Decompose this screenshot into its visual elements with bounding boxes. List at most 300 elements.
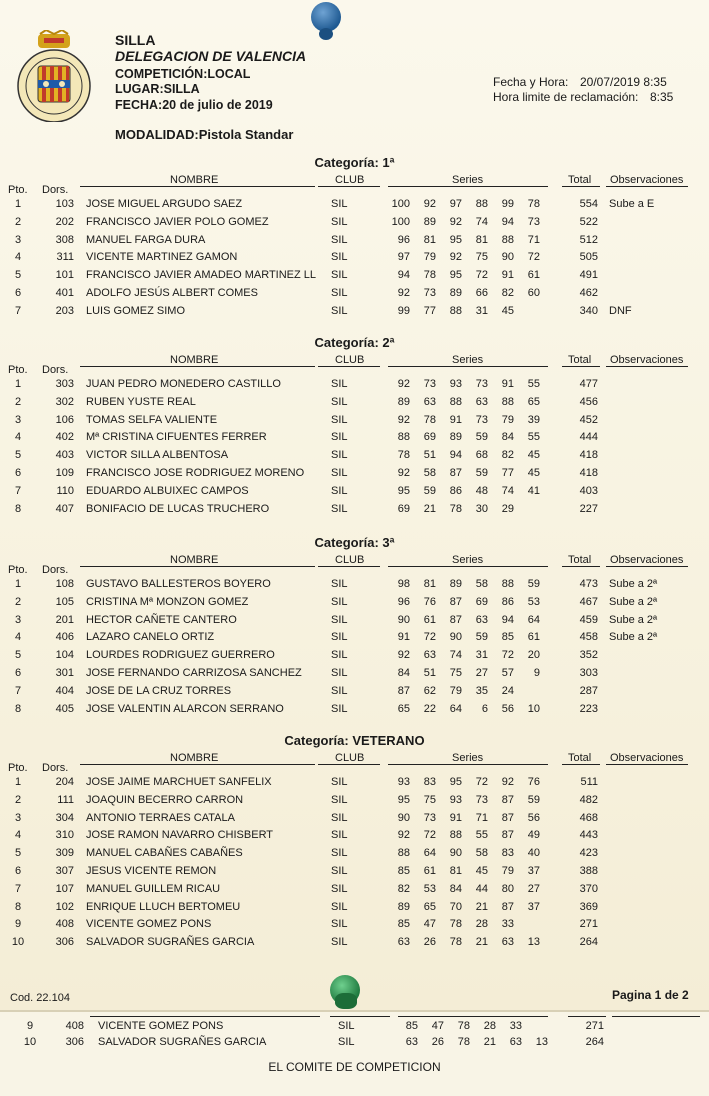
cell-dors: 201 <box>55 613 74 626</box>
cell-series-2: 64 <box>423 847 436 860</box>
cell-total: 388 <box>579 865 598 877</box>
cell-series-5: 45 <box>501 304 514 317</box>
cell-series-2: 72 <box>423 631 436 644</box>
cell-name: MANUEL GUILLEM RICAU <box>86 882 221 895</box>
cell-series-3: 78 <box>457 1036 470 1048</box>
cell-club: SIL <box>331 776 348 788</box>
header-rule <box>80 566 315 567</box>
cell-series-1: 91 <box>397 631 410 644</box>
table-row <box>0 794 709 812</box>
cell-series-4: 63 <box>475 613 488 626</box>
cell-pto: 2 <box>14 395 22 408</box>
cell-total: 473 <box>579 578 598 590</box>
cell-series-5: 94 <box>501 215 514 228</box>
cell-series-1: 96 <box>397 233 410 246</box>
cell-club: SIL <box>331 684 348 697</box>
col-header-club: CLUB <box>335 354 365 366</box>
header-rule <box>562 366 600 367</box>
cell-dors: 107 <box>55 882 74 895</box>
cell-total: 477 <box>579 378 598 390</box>
cell-dors: 108 <box>55 578 74 590</box>
cell-total: 462 <box>579 287 598 299</box>
col-header-dors: Dors. <box>42 762 69 774</box>
cell-series-4: 59 <box>475 631 488 644</box>
cell-series-4: 28 <box>483 1020 496 1032</box>
cell-series-4: 6 <box>481 702 488 715</box>
table-row <box>0 578 709 596</box>
cell-name: JOSE RAMON NAVARRO CHISBERT <box>86 829 274 842</box>
table-row <box>0 703 709 721</box>
cell-club: SIL <box>331 467 348 479</box>
cell-series-4: 28 <box>475 918 488 931</box>
date-label: FECHA:20 de julio de 2019 <box>115 98 273 112</box>
cell-series-6: 40 <box>527 847 540 860</box>
cell-series-3: 97 <box>449 198 462 210</box>
cell-dors: 406 <box>55 631 74 644</box>
cell-name: SALVADOR SUGRAÑES GARCIA <box>86 936 255 949</box>
cell-series-6: 61 <box>527 269 540 282</box>
modality-label: MODALIDAD:Pistola Standar <box>115 127 294 142</box>
cell-dors: 110 <box>56 484 74 497</box>
cell-total: 418 <box>579 467 598 479</box>
cell-series-1: 88 <box>397 847 410 860</box>
cell-club: SIL <box>331 936 348 949</box>
cell-series-1: 63 <box>397 936 410 949</box>
cell-series-1: 92 <box>397 287 410 299</box>
cell-dors: 106 <box>55 413 74 426</box>
cell-pto: 3 <box>14 233 22 246</box>
cell-series-1: 65 <box>397 702 410 715</box>
page2-rule-total <box>568 1016 606 1017</box>
table-row <box>0 776 709 794</box>
col-header-pto: Pto. <box>8 564 28 576</box>
cell-name: VICENTE MARTINEZ GAMON <box>86 251 238 264</box>
cell-series-6: 53 <box>527 595 540 608</box>
cell-name: GUSTAVO BALLESTEROS BOYERO <box>86 578 271 590</box>
cell-series-4: 88 <box>475 198 488 210</box>
cell-series-5: 57 <box>501 667 514 679</box>
cell-total: 223 <box>579 702 598 715</box>
cell-series-3: 84 <box>449 882 462 895</box>
header-rule <box>606 186 688 187</box>
cell-pto: 2 <box>14 793 22 806</box>
cell-club: SIL <box>331 829 348 842</box>
cell-total: 467 <box>579 595 598 608</box>
cell-series-4: 58 <box>475 847 488 860</box>
cell-pto: 5 <box>14 847 22 860</box>
table-row <box>0 649 709 667</box>
cell-series-3: 79 <box>449 684 462 697</box>
cell-pto: 4 <box>14 251 22 264</box>
cell-series-2: 81 <box>423 578 436 590</box>
cell-series-5: 84 <box>501 431 514 444</box>
cell-series-6: 27 <box>527 882 540 895</box>
cell-series-6: 78 <box>527 198 540 210</box>
cell-dors: 301 <box>55 667 74 679</box>
cell-series-1: 85 <box>397 865 410 877</box>
cell-series-3: 88 <box>449 304 462 317</box>
cell-club: SIL <box>331 413 348 426</box>
cell-total: 352 <box>579 649 598 662</box>
cell-series-5: 88 <box>501 233 514 246</box>
cell-series-3: 78 <box>449 502 462 515</box>
header-rule <box>388 366 548 367</box>
cell-club: SIL <box>331 287 348 299</box>
cell-series-1: 89 <box>397 900 410 913</box>
cell-series-2: 26 <box>431 1036 444 1048</box>
page-number: Pagina 1 de 2 <box>612 988 689 1002</box>
cell-name: JOSE VALENTIN ALARCON SERRANO <box>86 702 284 715</box>
cell-series-2: 47 <box>431 1020 444 1032</box>
col-header-dors: Dors. <box>42 364 69 376</box>
cell-series-5: 74 <box>501 484 514 497</box>
col-header-series: Series <box>452 174 484 186</box>
cell-name: JOSE FERNANDO CARRIZOSA SANCHEZ <box>86 667 302 679</box>
cell-total: 512 <box>579 233 598 246</box>
cell-series-1: 92 <box>397 378 410 390</box>
cell-series-3: 91 <box>449 811 462 824</box>
cell-series-5: 24 <box>501 684 514 697</box>
cell-name: EDUARDO ALBUIXEC CAMPOS <box>86 484 249 497</box>
cell-series-3: 88 <box>449 395 462 408</box>
cell-series-1: 78 <box>397 449 410 462</box>
cell-series-3: 87 <box>449 595 462 608</box>
cell-total: 264 <box>579 936 598 949</box>
cell-series-6: 20 <box>527 649 540 662</box>
town-title: SILLA <box>115 32 156 48</box>
cell-pto: 4 <box>14 829 22 842</box>
cell-club: SIL <box>331 304 348 317</box>
cell-series-3: 86 <box>449 484 462 497</box>
cell-club: SIL <box>331 502 348 515</box>
cell-total: 271 <box>579 918 598 931</box>
cell-observations: Sube a 2ª <box>609 595 658 608</box>
cell-series-4: 21 <box>475 900 488 913</box>
cell-series-3: 95 <box>449 233 462 246</box>
cell-series-2: 76 <box>423 595 436 608</box>
cell-pto: 6 <box>14 865 22 877</box>
cell-series-2: 79 <box>423 251 436 264</box>
cell-series-2: 63 <box>423 649 436 662</box>
cell-series-6: 61 <box>527 631 540 644</box>
col-header-obs: Observaciones <box>610 174 684 186</box>
cell-pto: 4 <box>14 631 22 644</box>
cell-series-5: 91 <box>501 378 514 390</box>
cell-name: RUBEN YUSTE REAL <box>86 395 196 408</box>
cell-series-5: 87 <box>501 811 514 824</box>
cell-total: 443 <box>579 829 598 842</box>
cell-club: SIL <box>331 631 348 644</box>
cell-pto: 6 <box>14 467 22 479</box>
cell-club: SIL <box>331 918 348 931</box>
category-title: Categoría: 1ª <box>314 155 395 170</box>
cell-series-1: 89 <box>397 395 410 408</box>
col-header-club: CLUB <box>335 174 365 186</box>
cell-series-6: 37 <box>527 865 540 877</box>
cell-name: Mª CRISTINA CIFUENTES FERRER <box>86 431 267 444</box>
cell-series-3: 93 <box>449 793 462 806</box>
cell-name: FRANCISCO JAVIER POLO GOMEZ <box>86 215 269 228</box>
cell-name: ADOLFO JESÚS ALBERT COMES <box>86 287 258 299</box>
cell-dors: 104 <box>55 649 74 662</box>
header-rule <box>388 566 548 567</box>
cell-name: ENRIQUE LLUCH BERTOMEU <box>86 900 241 913</box>
cell-pto: 8 <box>14 502 22 515</box>
cell-series-3: 88 <box>449 829 462 842</box>
table-row <box>0 269 709 287</box>
cell-series-2: 53 <box>423 882 436 895</box>
cell-series-3: 74 <box>449 649 462 662</box>
col-header-total: Total <box>568 354 592 366</box>
green-pushpin-icon <box>330 975 360 1005</box>
cell-series-1: 100 <box>391 198 410 210</box>
cell-series-4: 73 <box>475 378 488 390</box>
cell-dors: 109 <box>55 467 74 479</box>
cell-series-3: 95 <box>449 776 462 788</box>
cell-dors: 405 <box>55 702 74 715</box>
cell-club: SIL <box>331 449 348 462</box>
cell-club: SIL <box>331 865 348 877</box>
table-row <box>0 667 709 685</box>
cell-series-6: 64 <box>527 613 540 626</box>
cell-series-1: 84 <box>397 667 410 679</box>
header-rule <box>80 366 315 367</box>
cell-observations: DNF <box>609 304 632 317</box>
cell-series-1: 92 <box>397 829 410 842</box>
col-header-name: NOMBRE <box>170 752 219 764</box>
cell-series-4: 72 <box>475 269 488 282</box>
cell-name: JESUS VICENTE REMON <box>86 865 217 877</box>
cell-dors: 306 <box>55 936 74 949</box>
cell-series-4: 21 <box>483 1036 496 1048</box>
cell-dors: 101 <box>55 269 74 282</box>
table-row <box>0 485 709 503</box>
col-header-series: Series <box>452 554 484 566</box>
cell-dors: 407 <box>55 502 74 515</box>
table-row <box>0 216 709 234</box>
cell-series-6: 13 <box>527 936 540 949</box>
cell-series-4: 59 <box>475 467 488 479</box>
cell-series-2: 73 <box>423 811 436 824</box>
cell-pto: 2 <box>14 595 22 608</box>
cell-name: FRANCISCO JOSE RODRIGUEZ MORENO <box>86 467 305 479</box>
cell-series-1: 98 <box>397 578 410 590</box>
cell-pto: 1 <box>14 378 22 390</box>
claim-deadline-label: Hora limite de reclamación: <box>493 90 639 104</box>
cell-observations: Sube a 2ª <box>609 578 658 590</box>
cell-series-5: 92 <box>501 776 514 788</box>
cell-series-4: 69 <box>475 595 488 608</box>
cell-club: SIL <box>331 649 348 662</box>
cell-series-5: 85 <box>501 631 514 644</box>
cell-series-4: 48 <box>475 484 488 497</box>
cell-pto: 7 <box>14 684 22 697</box>
cell-series-5: 63 <box>509 1036 522 1048</box>
cell-series-2: 78 <box>423 269 436 282</box>
table-row <box>0 414 709 432</box>
cell-club: SIL <box>338 1036 355 1048</box>
cell-pto: 7 <box>14 484 22 497</box>
col-header-name: NOMBRE <box>170 174 219 186</box>
cell-dors: 408 <box>65 1020 84 1032</box>
cell-series-4: 35 <box>475 684 488 697</box>
table-row <box>0 431 709 449</box>
cell-dors: 309 <box>55 847 74 860</box>
col-header-pto: Pto. <box>8 364 28 376</box>
cell-series-4: 31 <box>475 649 488 662</box>
cell-series-5: 88 <box>501 578 514 590</box>
cell-series-4: 59 <box>475 431 488 444</box>
cell-series-2: 26 <box>423 936 436 949</box>
cell-series-1: 97 <box>397 251 410 264</box>
cell-name: TOMAS SELFA VALIENTE <box>86 413 218 426</box>
cell-series-3: 78 <box>449 936 462 949</box>
cell-club: SIL <box>338 1020 355 1032</box>
cell-series-2: 51 <box>423 667 436 679</box>
cell-series-3: 81 <box>449 865 462 877</box>
header-rule <box>562 186 600 187</box>
cell-club: SIL <box>331 215 348 228</box>
cell-series-6: 41 <box>527 484 540 497</box>
cell-total: 456 <box>579 395 598 408</box>
cell-series-4: 74 <box>475 215 488 228</box>
cell-dors: 105 <box>55 595 74 608</box>
cell-series-5: 82 <box>501 449 514 462</box>
cell-pto: 1 <box>14 198 22 210</box>
cell-club: SIL <box>331 847 348 860</box>
cell-series-4: 55 <box>475 829 488 842</box>
cell-dors: 102 <box>55 900 74 913</box>
cell-series-4: 72 <box>475 776 488 788</box>
cell-dors: 404 <box>55 684 74 697</box>
cell-club: SIL <box>331 811 348 824</box>
cell-series-5: 79 <box>501 865 514 877</box>
cell-series-1: 92 <box>397 649 410 662</box>
cell-series-1: 69 <box>397 502 410 515</box>
cell-pto: 10 <box>23 1036 37 1048</box>
col-header-pto: Pto. <box>8 762 28 774</box>
cell-total: 370 <box>579 882 598 895</box>
cell-series-2: 73 <box>423 378 436 390</box>
cell-name: LOURDES RODRIGUEZ GUERRERO <box>86 649 275 662</box>
cell-name: HECTOR CAÑETE CANTERO <box>86 613 237 626</box>
cell-series-6: 9 <box>533 667 540 679</box>
cell-dors: 408 <box>55 918 74 931</box>
table-row <box>0 865 709 883</box>
cell-series-1: 94 <box>397 269 410 282</box>
col-header-obs: Observaciones <box>610 752 684 764</box>
cell-series-1: 88 <box>397 431 410 444</box>
cell-series-2: 72 <box>423 829 436 842</box>
cell-pto: 5 <box>14 449 22 462</box>
cell-series-5: 33 <box>509 1020 522 1032</box>
page2-rule-obs <box>612 1016 700 1017</box>
cell-series-1: 82 <box>397 882 410 895</box>
cell-series-6: 45 <box>527 449 540 462</box>
header-rule <box>388 764 548 765</box>
cell-series-3: 70 <box>449 900 462 913</box>
cell-total: 271 <box>585 1020 604 1032</box>
col-header-total: Total <box>568 752 592 764</box>
cell-club: SIL <box>331 900 348 913</box>
cell-pto: 4 <box>14 431 22 444</box>
header-rule <box>318 764 380 765</box>
cell-pto: 6 <box>14 287 22 299</box>
cell-series-1: 90 <box>397 811 410 824</box>
cell-series-4: 73 <box>475 413 488 426</box>
place-label: LUGAR:SILLA <box>115 82 200 96</box>
claim-deadline-value: 8:35 <box>650 90 674 104</box>
cell-observations: Sube a E <box>609 198 655 210</box>
cell-total: 303 <box>579 667 598 679</box>
cell-total: 287 <box>579 684 598 697</box>
cell-pto: 7 <box>14 304 22 317</box>
cell-series-4: 66 <box>475 287 488 299</box>
cell-observations: Sube a 2ª <box>609 613 658 626</box>
cell-series-6: 72 <box>527 251 540 264</box>
cell-pto: 3 <box>14 811 22 824</box>
cell-club: SIL <box>331 395 348 408</box>
cell-dors: 204 <box>55 776 74 788</box>
table-row <box>0 467 709 485</box>
table-row <box>0 251 709 269</box>
cell-series-4: 75 <box>475 251 488 264</box>
cell-series-1: 95 <box>397 793 410 806</box>
committee-signature: EL COMITE DE COMPETICION <box>268 1060 441 1074</box>
table-row <box>0 614 709 632</box>
cell-series-2: 89 <box>423 215 436 228</box>
col-header-club: CLUB <box>335 752 365 764</box>
cell-series-5: 99 <box>501 198 514 210</box>
datetime-label: Fecha y Hora: <box>493 75 569 89</box>
cell-series-5: 82 <box>501 287 514 299</box>
table-row <box>0 847 709 865</box>
cell-series-2: 21 <box>423 502 436 515</box>
cell-series-3: 87 <box>449 613 462 626</box>
cell-series-5: 87 <box>501 829 514 842</box>
category-title: Categoría: 3ª <box>314 535 395 550</box>
federation-crest-icon <box>10 30 98 122</box>
table-row <box>0 305 709 323</box>
cell-total: 403 <box>579 484 598 497</box>
cell-pto: 5 <box>14 649 22 662</box>
cell-dors: 203 <box>55 304 74 317</box>
category-title: Categoría: VETERANO <box>284 733 425 748</box>
cell-total: 468 <box>579 811 598 824</box>
table-row <box>0 287 709 305</box>
cell-name: VICENTE GOMEZ PONS <box>86 918 212 931</box>
cell-total: 482 <box>579 793 598 806</box>
delegation-title: DELEGACION DE VALENCIA <box>115 48 307 64</box>
cell-series-6: 49 <box>527 829 540 842</box>
cell-series-4: 45 <box>475 865 488 877</box>
blue-pushpin-icon <box>311 2 341 32</box>
cell-series-5: 83 <box>501 847 514 860</box>
col-header-obs: Observaciones <box>610 554 684 566</box>
cell-series-1: 85 <box>405 1020 418 1032</box>
cell-series-2: 77 <box>423 304 436 317</box>
col-header-name: NOMBRE <box>170 354 219 366</box>
cell-series-2: 58 <box>423 467 436 479</box>
table-row <box>0 596 709 614</box>
table-row <box>0 918 709 936</box>
cell-name: JOSE MIGUEL ARGUDO SAEZ <box>86 198 243 210</box>
cell-total: 491 <box>579 269 598 282</box>
cell-series-4: 30 <box>475 502 488 515</box>
cell-total: 418 <box>579 449 598 462</box>
cell-name: JOSE DE LA CRUZ TORRES <box>86 684 232 697</box>
cell-total: 444 <box>579 431 598 444</box>
